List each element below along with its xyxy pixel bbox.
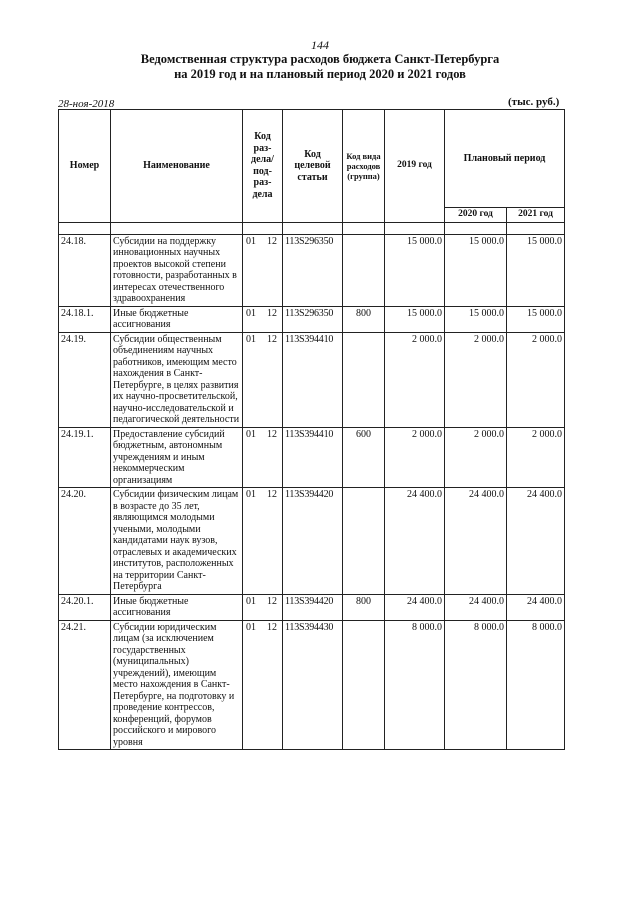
row-amount-2020: 15 000.0 (445, 306, 507, 332)
page-number: 144 (311, 38, 329, 52)
row-section-code (243, 620, 283, 750)
row-name: Субсидии на поддержку инновационных научных проектов высокой степени готовности, разработанных в интересах отечественного здравоохранения (111, 234, 243, 306)
row-amount-2019: 24 400.0 (385, 488, 445, 595)
header-article-code: Код целевой статьи (283, 110, 343, 223)
row-amount-2019: 24 400.0 (385, 594, 445, 620)
row-expense-type (343, 488, 385, 595)
row-amount-2019: 2 000.0 (385, 332, 445, 427)
header-2019: 2019 год (385, 110, 445, 223)
row-amount-2021: 24 400.0 (507, 594, 565, 620)
row-expense-type (343, 332, 385, 427)
document-title (60, 52, 580, 82)
row-subsection: 12 (267, 621, 277, 633)
row-amount-2019: 2 000.0 (385, 427, 445, 488)
row-amount-2021: 2 000.0 (507, 427, 565, 488)
spacer-row (59, 222, 565, 234)
row-amount-2020: 15 000.0 (445, 234, 507, 306)
row-amount-2021: 15 000.0 (507, 306, 565, 332)
header-section-code: Код раз-дела/ под-раз-дела (243, 110, 283, 223)
row-amount-2021: 24 400.0 (507, 488, 565, 595)
table-row (59, 620, 565, 750)
table-row (59, 234, 565, 306)
row-section-code (243, 488, 283, 595)
row-subsection: 12 (267, 428, 277, 440)
row-amount-2020: 24 400.0 (445, 488, 507, 595)
header-expense-type-code: Код вида расходов (группа) (343, 110, 385, 223)
row-section: 01 (246, 621, 256, 633)
row-expense-type: 800 (343, 594, 385, 620)
row-article-code: 113S296350 (283, 306, 343, 332)
row-section-code (243, 427, 283, 488)
row-subsection: 12 (267, 595, 277, 607)
row-name: Субсидии юридическим лицам (за исключением государственных (муниципальных) учреждений), имеющим место нахождения в Санкт-Петербурге, на подготовку и проведение контрессов, конференций, форумов российского и мирового уровня (111, 620, 243, 750)
row-number: 24.18.1. (59, 306, 111, 332)
row-number: 24.20. (59, 488, 111, 595)
row-section: 01 (246, 235, 256, 247)
row-section: 01 (246, 428, 256, 440)
table-header (59, 110, 565, 223)
table-row (59, 488, 565, 595)
row-name: Иные бюджетные ассигнования (111, 306, 243, 332)
header-2021: 2021 год (507, 208, 565, 223)
row-section-code (243, 332, 283, 427)
row-section-code (243, 594, 283, 620)
title-line-2: на 2019 год и на плановый период 2020 и 2021 годов (174, 67, 466, 81)
row-name: Субсидии физическим лицам в возрасте до 35 лет, являющимся молодыми учеными, молодыми кандидатами наук вузов, отраслевых и академических институтов, расположенных на территории Санкт-Петербурга (111, 488, 243, 595)
row-number: 24.19. (59, 332, 111, 427)
row-article-code: 113S394430 (283, 620, 343, 750)
table-row (59, 332, 565, 427)
row-amount-2019: 8 000.0 (385, 620, 445, 750)
row-section-code (243, 234, 283, 306)
row-article-code: 113S394410 (283, 332, 343, 427)
row-article-code: 113S394420 (283, 594, 343, 620)
row-number: 24.18. (59, 234, 111, 306)
row-expense-type (343, 620, 385, 750)
row-expense-type (343, 234, 385, 306)
table-row (59, 306, 565, 332)
row-amount-2021: 8 000.0 (507, 620, 565, 750)
header-2020: 2020 год (445, 208, 507, 223)
row-amount-2020: 2 000.0 (445, 332, 507, 427)
header-planned-period: Плановый период (445, 110, 565, 208)
row-subsection: 12 (267, 307, 277, 319)
row-section: 01 (246, 333, 256, 345)
row-amount-2019: 15 000.0 (385, 234, 445, 306)
row-subsection: 12 (267, 489, 277, 500)
expenditure-table (58, 109, 565, 750)
units-label: (тыс. руб.) (508, 96, 560, 108)
row-section: 01 (246, 307, 256, 319)
row-section: 01 (246, 489, 256, 500)
row-number: 24.19.1. (59, 427, 111, 488)
row-name: Иные бюджетные ассигнования (111, 594, 243, 620)
row-amount-2020: 8 000.0 (445, 620, 507, 750)
row-section-code (243, 306, 283, 332)
row-article-code: 113S394420 (283, 488, 343, 595)
row-article-code: 113S394410 (283, 427, 343, 488)
row-subsection: 12 (267, 235, 277, 247)
row-expense-type: 800 (343, 306, 385, 332)
row-amount-2021: 2 000.0 (507, 332, 565, 427)
row-amount-2021: 15 000.0 (507, 234, 565, 306)
row-number: 24.20.1. (59, 594, 111, 620)
header-name: Наименование (111, 110, 243, 223)
row-name: Субсидии общественным объединениям научных работников, имеющим место нахождения в Санкт-Петербурге, в целях развития их научно-просветительской, научно-исследовательской и педагогической деятельности (111, 332, 243, 427)
header-number: Номер (59, 110, 111, 223)
title-line-1: Ведомственная структура расходов бюджета Санкт-Петербурга (140, 52, 500, 66)
row-name: Предоставление субсидий бюджетным, автономным учреждениям и иным некоммерческим организациям (111, 427, 243, 488)
row-article-code: 113S296350 (283, 234, 343, 306)
table-row (59, 594, 565, 620)
row-amount-2019: 15 000.0 (385, 306, 445, 332)
row-expense-type: 600 (343, 427, 385, 488)
row-number: 24.21. (59, 620, 111, 750)
document-date: 28-ноя-2018 (58, 98, 115, 110)
row-section: 01 (246, 595, 256, 607)
table-body (59, 222, 565, 750)
row-amount-2020: 2 000.0 (445, 427, 507, 488)
row-subsection: 12 (267, 333, 277, 345)
table-row (59, 427, 565, 488)
row-amount-2020: 24 400.0 (445, 594, 507, 620)
